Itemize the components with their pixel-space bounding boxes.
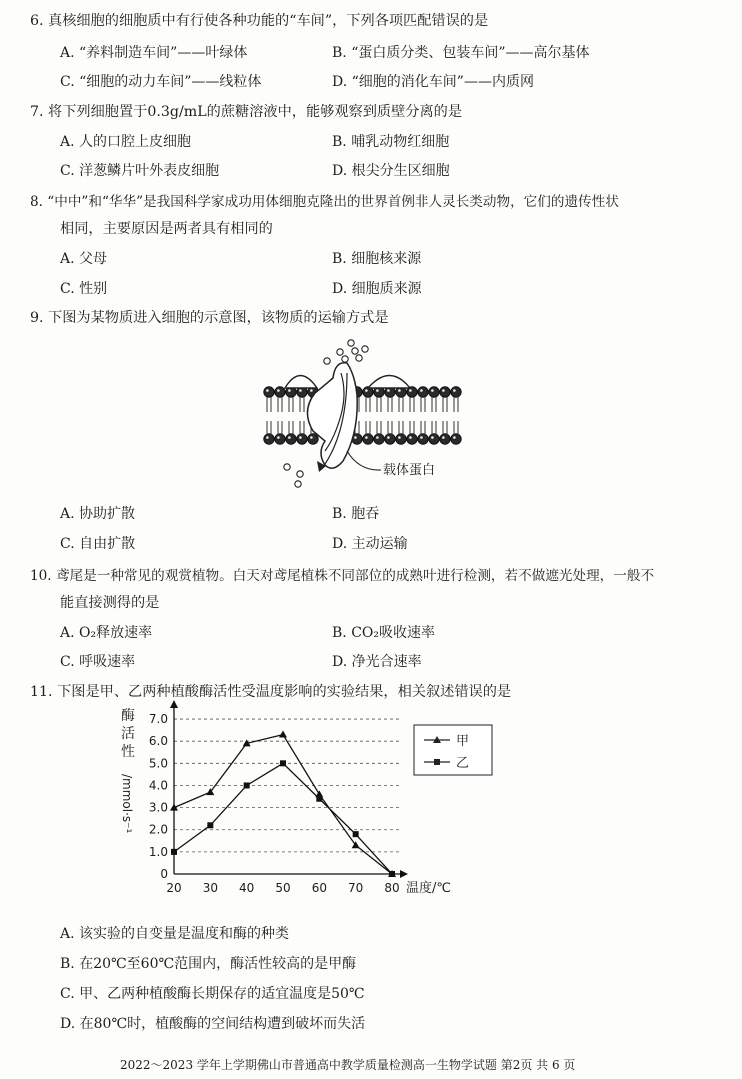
carrier-label-pointer (347, 451, 381, 470)
data-point-yi (280, 760, 286, 766)
y-axis-label-char: 酶 (121, 708, 135, 724)
q8-option-d: D. 细胞质来源 (332, 281, 422, 297)
lipid-head-highlight (299, 389, 302, 392)
chart-legend (414, 725, 492, 775)
lipid-head-highlight (288, 436, 291, 439)
y-tick-label: 4.0 (148, 778, 168, 793)
chart-grid (174, 719, 400, 852)
lipid-head (264, 387, 274, 397)
lipid-head-highlight (354, 436, 357, 439)
data-point-yi (353, 831, 359, 837)
q7-option-c: C. 洋葱鳞片叶外表皮细胞 (60, 163, 220, 179)
lipid-head-highlight (310, 389, 313, 392)
y-tick-label: 0 (160, 867, 168, 881)
q7-option-a: A. 人的口腔上皮细胞 (60, 134, 192, 150)
phospholipid-heads-inner (264, 434, 461, 444)
lipid-head-highlight (376, 389, 379, 392)
q11-option-a: A. 该实验的自变量是温度和酶的种类 (60, 926, 290, 942)
data-point-yi (171, 849, 177, 855)
y-tick-label: 3.0 (148, 800, 168, 815)
membrane-transport-diagram (255, 333, 475, 498)
lipid-head-highlight (420, 389, 423, 392)
phospholipid-tails (267, 397, 458, 435)
q11-stem: 11. 下图是甲、乙两种植酸酶活性受温度影响的实验结果，相关叙述错误的是 (30, 684, 512, 700)
q6-option-b: B. “蛋白质分类、包装车间”——高尔基体 (332, 45, 590, 61)
lipid-head-highlight (409, 436, 412, 439)
lipid-head-highlight (420, 436, 423, 439)
data-point-jia (279, 731, 287, 738)
lipid-head-highlight (376, 436, 379, 439)
lipid-head (440, 387, 450, 397)
q6-stem: 6. 真核细胞的细胞质中有行使各种功能的“车间”，下列各项匹配错误的是 (30, 13, 489, 29)
lipid-head (429, 434, 439, 444)
q8-option-b: B. 细胞核来源 (332, 251, 422, 267)
q10-option-c: C. 呼吸速率 (60, 654, 136, 670)
substance-molecules-outside (324, 340, 368, 364)
carrier-protein (307, 363, 357, 468)
y-tick-label: 5.0 (148, 756, 168, 771)
y-axis-unit: /mmol·s⁻¹ (120, 774, 134, 834)
lipid-head-highlight (442, 389, 445, 392)
legend-series-jia: 甲 (456, 734, 470, 749)
lipid-head-highlight (299, 436, 302, 439)
lipid-head-highlight (365, 436, 368, 439)
q7-option-b: B. 哺乳动物红细胞 (332, 134, 450, 150)
lipid-head (297, 434, 307, 444)
data-point-yi (389, 871, 395, 877)
page-footer: 2022～2023 学年上学期佛山市普通高中教学质量检测高一生物学试题 第2页 共 6 页 (120, 1058, 576, 1072)
q11-option-b: B. 在20℃至60℃范围内，酶活性较高的是甲酶 (60, 956, 357, 972)
q9-option-d: D. 主动运输 (332, 536, 408, 552)
lipid-head-highlight (266, 436, 269, 439)
x-tick-label: 30 (202, 881, 218, 895)
lipid-head (440, 434, 450, 444)
lipid-head (418, 387, 428, 397)
lipid-head-highlight (277, 389, 280, 392)
data-point-yi (316, 796, 322, 802)
data-point-yi (207, 822, 213, 828)
lipid-head (275, 387, 285, 397)
q7-stem: 7. 将下列细胞置于0.3g/mL的蔗糖溶液中，能够观察到质壁分离的是 (30, 104, 463, 120)
q9-option-c: C. 自由扩散 (60, 536, 136, 552)
enzyme-activity-chart (110, 700, 510, 900)
x-tick-label: 20 (166, 881, 182, 895)
data-point-yi (244, 782, 250, 788)
carrier-protein-label: 载体蛋白 (383, 463, 436, 478)
lipid-head-highlight (387, 389, 390, 392)
lipid-head (286, 434, 296, 444)
lipid-head-highlight (442, 436, 445, 439)
y-axis-label-char: 活 (121, 726, 135, 742)
lipid-head (363, 434, 373, 444)
lipid-head (418, 434, 428, 444)
q11-option-d: D. 在80℃时，植酸酶的空间结构遭到破坏而失活 (60, 1016, 366, 1032)
lipid-head (308, 434, 318, 444)
legend-series-yi: 乙 (456, 756, 470, 771)
q7-option-d: D. 根尖分生区细胞 (332, 163, 450, 179)
series-line-jia (174, 735, 392, 874)
q10-stem-line2: 能直接测得的是 (60, 595, 160, 611)
y-axis-label-char: 性 (121, 744, 135, 760)
chart-series (170, 731, 396, 877)
lipid-head (429, 387, 439, 397)
q8-stem-line1: 8. “中中”和“华华”是我国科学家成功用体细胞克隆出的世界首例非人灵长类动物，它们的遗传性状 (30, 194, 619, 210)
q6-option-a: A. “养料制造车间”——叶绿体 (60, 45, 248, 61)
lipid-head (275, 434, 285, 444)
lipid-head-highlight (288, 389, 291, 392)
x-tick-label: 40 (239, 881, 255, 895)
q9-stem: 9. 下图为某物质进入细胞的示意图，该物质的运输方式是 (30, 310, 389, 326)
lipid-head (451, 387, 461, 397)
q10-option-b: B. CO₂吸收速率 (332, 625, 435, 641)
x-axis-arrow (400, 870, 408, 878)
y-tick-label: 1.0 (148, 844, 168, 859)
lipid-head-highlight (431, 389, 434, 392)
lipid-head-highlight (310, 436, 313, 439)
q10-option-a: A. O₂释放速率 (60, 625, 153, 641)
x-axis-label: 温度/℃ (406, 881, 451, 896)
lipid-head-highlight (453, 389, 456, 392)
lipid-head (374, 434, 384, 444)
legend-square-marker (434, 759, 440, 765)
y-axis-arrow (170, 700, 178, 708)
lipid-head-highlight (398, 436, 401, 439)
y-tick-label: 2.0 (148, 822, 168, 837)
lipid-head (385, 434, 395, 444)
x-tick-label: 50 (275, 881, 291, 895)
lipid-head-highlight (266, 389, 269, 392)
lipid-head (451, 434, 461, 444)
q8-option-c: C. 性别 (60, 281, 108, 297)
lipid-head-highlight (365, 389, 368, 392)
surface-protein-right (368, 376, 410, 389)
y-tick-label: 7.0 (148, 712, 168, 727)
x-tick-label: 60 (311, 881, 327, 895)
q8-stem-line2: 相同，主要原因是两者具有相同的 (60, 221, 273, 237)
lipid-head-highlight (398, 389, 401, 392)
chart-axes (170, 700, 408, 878)
q6-option-d: D. “细胞的消化车间”——内质网 (332, 74, 534, 90)
x-tick-label: 70 (348, 881, 364, 895)
q9-option-a: A. 协助扩散 (60, 506, 136, 522)
surface-protein-left (285, 376, 317, 389)
lipid-head-highlight (453, 436, 456, 439)
q11-option-c: C. 甲、乙两种植酸酶长期保存的适宜温度是50℃ (60, 986, 365, 1002)
q6-option-c: C. “细胞的动力车间”——线粒体 (60, 74, 262, 90)
lipid-head-highlight (387, 436, 390, 439)
q9-option-b: B. 胞吞 (332, 506, 380, 522)
lipid-head (264, 434, 274, 444)
q8-option-a: A. 父母 (60, 251, 108, 267)
lipid-head-highlight (277, 436, 280, 439)
lipid-head (407, 434, 417, 444)
q10-option-d: D. 净光合速率 (332, 654, 422, 670)
lipid-head (396, 434, 406, 444)
q10-stem-line1: 10. 鸢尾是一种常见的观赏植物。白天对鸢尾植株不同部位的成熟叶进行检测，若不做遮光处理，一般不 (30, 568, 655, 584)
series-line-yi (174, 763, 392, 874)
y-tick-label: 6.0 (148, 734, 168, 749)
lipid-head-highlight (409, 389, 412, 392)
x-tick-label: 80 (384, 881, 400, 895)
substance-molecules-inside (284, 464, 303, 487)
lipid-head-highlight (431, 436, 434, 439)
